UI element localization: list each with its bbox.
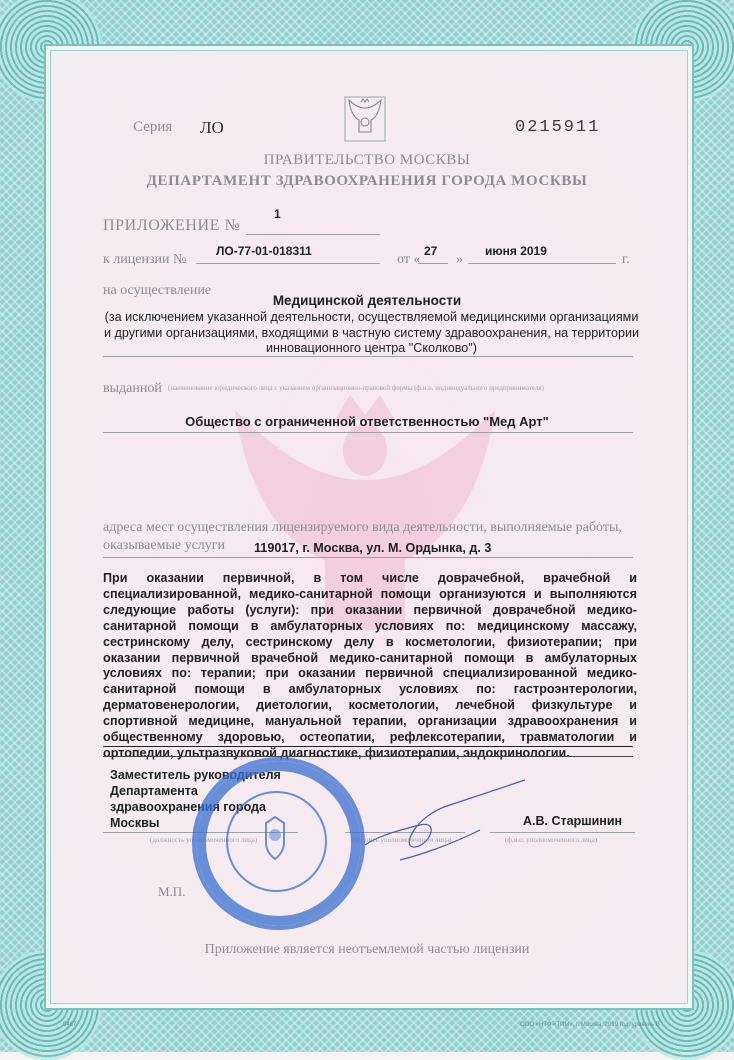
appendix-number: 1 — [274, 207, 281, 221]
appendix-label: ПРИЛОЖЕНИЕ № — [103, 217, 241, 234]
position-line-1: Заместитель руководителя — [110, 768, 281, 782]
position-line-4: Москвы — [110, 816, 160, 830]
issued-label: выданной — [103, 381, 162, 396]
signatory-name: А.В. Старшинин — [523, 814, 623, 828]
organization-line — [103, 432, 633, 433]
year-suffix: г. — [622, 252, 630, 267]
form-number: 0215911 — [515, 118, 601, 137]
series-value: ЛО — [200, 118, 224, 137]
position-line-3: здравоохранения города — [110, 800, 266, 814]
address-value: 119017, г. Москва, ул. М. Ордынка, д. 3 — [254, 541, 492, 555]
license-month-year: июня 2019 — [485, 244, 547, 258]
seal-emblem-icon — [254, 813, 296, 863]
license-label: к лицензии № — [103, 252, 187, 267]
series-label: Серия — [133, 119, 173, 135]
day-line — [418, 263, 448, 264]
activity-label: на осуществление — [103, 283, 212, 298]
seal-place-label: М.П. — [158, 884, 186, 899]
official-seal — [192, 757, 365, 930]
services-text: При оказании первичной, в том числе доврачебной, врачебной и специализированной, медико-санитарной помощи организуются и выполняются следующие работы (услуги): при оказании первичной доврачебной медико-санитарной помощи в амбулаторных условиях по: медицинскому массажу, сестринскому делу, сестринскому делу в косметологии, физиотерапии; при оказании первичной врачебной медико-санитарной помощи в амбулаторных условиях по: терапии; при оказании первичной специализированной медико-санитарной помощи в амбулаторных условиях по: гастроэнтерологии, дерматовенерологии, диетологии, косметологии, лечебной физкультуре и спортивной медицине, мануальной терапии, организации здравоохранения и общественному здоровью, остеопатии, рефлексотерапии, травматологии и ортопедии, ультразвуковой диагностике, физиотерапии, эндокринологии. — [103, 571, 637, 760]
license-day: 27 — [424, 244, 438, 258]
organization-name: Общество с ограниченной ответственностью "Мед Арт" — [185, 414, 549, 429]
footer-code-right: ООО «НТФ «ТИМ», г. Москва, 2019 год, уровень В — [520, 1022, 660, 1028]
issued-note: (наименование юридического лица с указанием организационно-правовой формы (ф.и.о. индивидуального предпринимателя) — [168, 384, 544, 392]
activity-line — [103, 356, 633, 357]
date-from-label: от « — [397, 252, 421, 267]
position-note: (должность уполномоченного лица) — [150, 836, 258, 844]
activity-title: Медицинской деятельности — [272, 293, 462, 308]
license-number: ЛО-77-01-018311 — [216, 244, 312, 258]
activity-description: (за исключением указанной деятельности, осуществляемой медицинскими организациями и другими организациями, входящими в частную систему здравоохранения, на территории инновационного центра "Сколково") — [103, 310, 640, 355]
footer-note: Приложение является неотъемлемой частью лицензии — [204, 942, 530, 957]
position-line-2: Департамента — [110, 784, 198, 798]
name-note: (ф.и.о. уполномоченного лица) — [505, 836, 598, 844]
address-label-1: адреса мест осуществления лицензируемого вида деятельности, выполняемые работы, — [103, 520, 622, 535]
address-label-2: оказываемые услуги — [103, 538, 226, 553]
government-title: ПРАВИТЕЛЬСТВО МОСКВЫ — [263, 152, 471, 168]
address-line — [103, 557, 633, 558]
appendix-number-line — [246, 234, 380, 235]
footer-code-left: 0467 — [63, 1022, 77, 1028]
handwritten-signature — [360, 775, 530, 865]
coat-of-arms-icon — [344, 96, 386, 142]
month-line — [468, 263, 616, 264]
license-number-line — [196, 263, 380, 264]
department-title: ДЕПАРТАМЕНТ ЗДРАВООХРАНЕНИЯ ГОРОДА МОСКВЫ — [146, 173, 588, 189]
quote-close: » — [456, 252, 463, 267]
sign-note: (подпись уполномоченного лица) — [352, 836, 452, 844]
services-end-line — [103, 746, 633, 747]
services-end-line-2 — [103, 756, 633, 757]
